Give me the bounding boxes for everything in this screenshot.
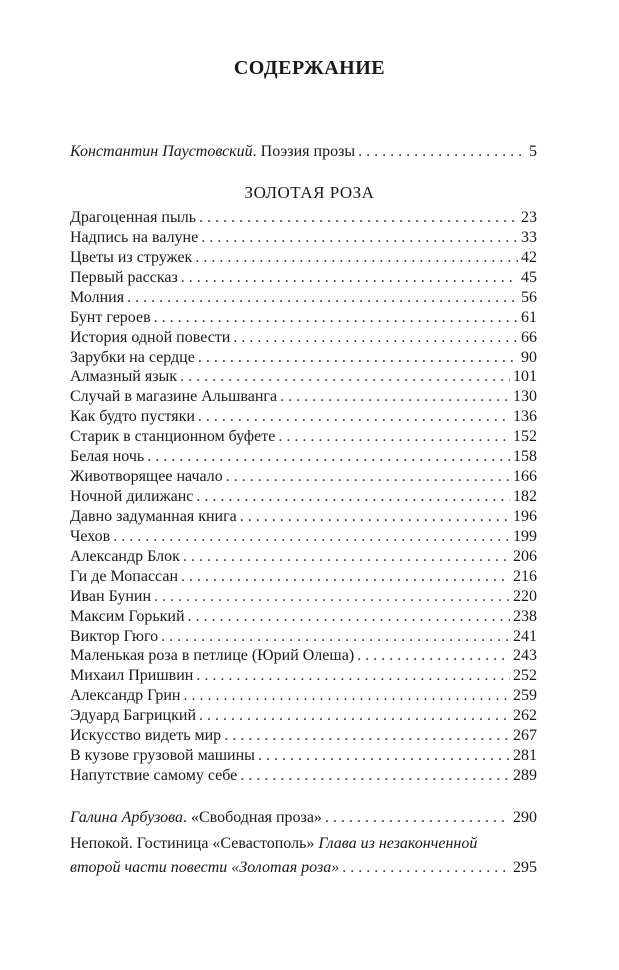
entry-page: 243 bbox=[513, 647, 537, 665]
leader-dots bbox=[147, 447, 510, 466]
section-title: ЗОЛОТАЯ РОЗА bbox=[244, 183, 375, 202]
entry-page: 158 bbox=[513, 448, 537, 466]
toc-entry[interactable] bbox=[70, 527, 537, 546]
entry-author: Константин Паустовский bbox=[70, 143, 253, 160]
entry-title: Зарубки на сердце bbox=[70, 348, 195, 366]
toc-entry[interactable] bbox=[70, 607, 537, 626]
entry-page: 42 bbox=[521, 248, 537, 266]
entry-subtitle: Глава из незаконченной bbox=[318, 835, 478, 852]
toc-entry[interactable] bbox=[70, 348, 537, 367]
entry-page: 33 bbox=[521, 228, 537, 246]
entry-subtitle: второй части повести «Золотая роза» bbox=[70, 859, 340, 876]
toc-entry[interactable] bbox=[70, 706, 537, 725]
leader-dots bbox=[224, 726, 510, 745]
entry-page: 101 bbox=[513, 368, 537, 386]
toc-entry[interactable] bbox=[70, 547, 537, 566]
leader-dots bbox=[278, 427, 510, 446]
toc-entry[interactable] bbox=[70, 228, 537, 247]
toc-entry[interactable] bbox=[70, 507, 537, 526]
entry-page: 206 bbox=[513, 547, 537, 565]
leader-dots bbox=[342, 858, 510, 877]
leader-dots bbox=[357, 646, 510, 665]
toc-entry[interactable] bbox=[70, 268, 537, 287]
entry-page: 216 bbox=[513, 567, 537, 585]
toc-entry[interactable] bbox=[70, 367, 537, 386]
entry-title: Ночной дилижанс bbox=[70, 488, 194, 506]
entry-page: 152 bbox=[513, 428, 537, 446]
toc-entry[interactable] bbox=[70, 387, 537, 406]
toc-entry[interactable] bbox=[70, 627, 537, 646]
leader-dots bbox=[154, 308, 518, 327]
leader-dots bbox=[188, 607, 510, 626]
toc-entry-intro[interactable] bbox=[70, 142, 537, 161]
entry-page: 66 bbox=[521, 328, 537, 346]
toc-entry[interactable] bbox=[70, 427, 537, 446]
entry-title: Как будто пустяки bbox=[70, 408, 195, 426]
toc-entry[interactable] bbox=[70, 587, 537, 606]
entry-title: Бунт героев bbox=[70, 308, 151, 326]
entry-title: Александр Грин bbox=[70, 687, 181, 705]
leader-dots bbox=[199, 208, 518, 227]
entry-title: Искусство видеть мир bbox=[70, 727, 222, 745]
toc-entry[interactable] bbox=[70, 248, 537, 267]
leader-dots bbox=[181, 268, 518, 287]
toc-entry[interactable] bbox=[70, 467, 537, 486]
entry-page: 5 bbox=[529, 143, 537, 160]
leader-dots bbox=[127, 288, 518, 307]
entry-page: 220 bbox=[513, 587, 537, 605]
toc-entry[interactable] bbox=[70, 288, 537, 307]
entry-title: Ги де Мопассан bbox=[70, 567, 178, 585]
entry-title: Старик в станционном буфете bbox=[70, 428, 276, 446]
leader-dots bbox=[199, 706, 510, 725]
entry-page: 23 bbox=[521, 209, 537, 226]
entry-page: 130 bbox=[513, 388, 537, 406]
entry-page: 166 bbox=[513, 468, 537, 486]
entry-title: Маленькая роза в петлице (Юрий Олеша) bbox=[70, 647, 355, 665]
toc-entry[interactable] bbox=[70, 567, 537, 586]
entry-title: Алмазный язык bbox=[70, 368, 178, 386]
entry-title: Случай в магазине Альшванга bbox=[70, 388, 278, 406]
leader-dots bbox=[325, 808, 510, 827]
entry-page: 241 bbox=[513, 627, 537, 645]
entry-title: История одной повести bbox=[70, 328, 231, 346]
entry-title: Эдуард Багрицкий bbox=[70, 707, 196, 725]
entry-title: Иван Бунин bbox=[70, 587, 152, 605]
entry-title: Константин Паустовский. Поэзия прозы bbox=[70, 143, 356, 160]
entry-page: 281 bbox=[513, 747, 537, 765]
entry-page: 196 bbox=[513, 507, 537, 525]
entry-title: Михаил Пришвин bbox=[70, 667, 194, 685]
toc-entry-afterword[interactable] bbox=[70, 808, 537, 827]
entry-title: Максим Горький bbox=[70, 607, 185, 625]
leader-dots bbox=[183, 686, 510, 705]
entry-page: 252 bbox=[513, 667, 537, 685]
entry-page: 45 bbox=[521, 268, 537, 286]
toc-entry[interactable] bbox=[70, 746, 537, 765]
entry-title: Александр Блок bbox=[70, 547, 180, 565]
entry-page: 238 bbox=[513, 607, 537, 625]
leader-dots bbox=[113, 527, 510, 546]
toc-entry[interactable] bbox=[70, 487, 537, 506]
entry-page: 61 bbox=[521, 308, 537, 326]
toc-entry-appendix[interactable] bbox=[70, 834, 537, 854]
entry-title: Животворящее начало bbox=[70, 468, 223, 486]
toc-entry[interactable] bbox=[70, 666, 537, 685]
toc-entry[interactable] bbox=[70, 308, 537, 327]
leader-dots bbox=[280, 387, 510, 406]
entry-title: Чехов bbox=[70, 527, 111, 545]
leader-dots bbox=[161, 627, 510, 646]
entry-title: Белая ночь bbox=[70, 448, 145, 466]
entry-title: Цветы из стружек bbox=[70, 248, 193, 266]
entry-title: Давно задуманная книга bbox=[70, 507, 237, 525]
entry-page: 295 bbox=[513, 859, 537, 876]
leader-dots bbox=[180, 367, 510, 386]
leader-dots bbox=[240, 507, 510, 526]
entry-title: Напутствие самому себе bbox=[70, 767, 238, 785]
entry-author: Галина Арбузова bbox=[70, 809, 183, 826]
toc-entry[interactable] bbox=[70, 407, 537, 426]
entry-title: Надпись на валуне bbox=[70, 228, 199, 246]
leader-dots bbox=[258, 746, 510, 765]
toc-entry[interactable] bbox=[70, 646, 537, 665]
leader-dots bbox=[183, 547, 510, 566]
entry-title-line1: Непокой. Гостиница «Севастополь» Глава из незаконченной bbox=[70, 835, 478, 852]
leader-dots bbox=[198, 407, 510, 426]
leader-dots bbox=[198, 348, 518, 367]
entry-page: 289 bbox=[513, 767, 537, 785]
toc-title: СОДЕРЖАНИЕ bbox=[233, 57, 386, 79]
toc-entry[interactable] bbox=[70, 726, 537, 745]
entry-page: 199 bbox=[513, 527, 537, 545]
entry-page: 136 bbox=[513, 408, 537, 426]
toc-entry[interactable] bbox=[70, 686, 537, 705]
leader-dots bbox=[196, 666, 510, 685]
entry-page: 182 bbox=[513, 488, 537, 506]
leader-dots bbox=[226, 467, 510, 486]
leader-dots bbox=[358, 142, 526, 161]
leader-dots bbox=[181, 567, 510, 586]
leader-dots bbox=[154, 587, 510, 606]
entry-page: 290 bbox=[513, 809, 537, 826]
entry-title: Драгоценная пыль bbox=[70, 209, 197, 226]
entry-page: 56 bbox=[521, 288, 537, 306]
entry-page: 90 bbox=[521, 348, 537, 366]
toc-entry[interactable] bbox=[70, 766, 537, 785]
toc-entry-appendix-line2[interactable] bbox=[70, 858, 537, 877]
entry-title: Первый рассказ bbox=[70, 268, 178, 286]
entry-title: Молния bbox=[70, 288, 125, 306]
entry-page: 267 bbox=[513, 727, 537, 745]
toc-entry[interactable] bbox=[70, 208, 537, 227]
leader-dots bbox=[195, 248, 518, 267]
leader-dots bbox=[240, 766, 510, 785]
toc-entry[interactable] bbox=[70, 328, 537, 347]
entry-title: Галина Арбузова. «Свободная проза» bbox=[70, 809, 322, 826]
leader-dots bbox=[201, 228, 518, 247]
toc-entry[interactable] bbox=[70, 447, 537, 466]
leader-dots bbox=[233, 328, 518, 347]
entry-page: 262 bbox=[513, 707, 537, 725]
entry-page: 259 bbox=[513, 687, 537, 705]
entry-title: В кузове грузовой машины bbox=[70, 747, 255, 765]
leader-dots bbox=[196, 487, 510, 506]
entry-title: Виктор Гюго bbox=[70, 627, 159, 645]
